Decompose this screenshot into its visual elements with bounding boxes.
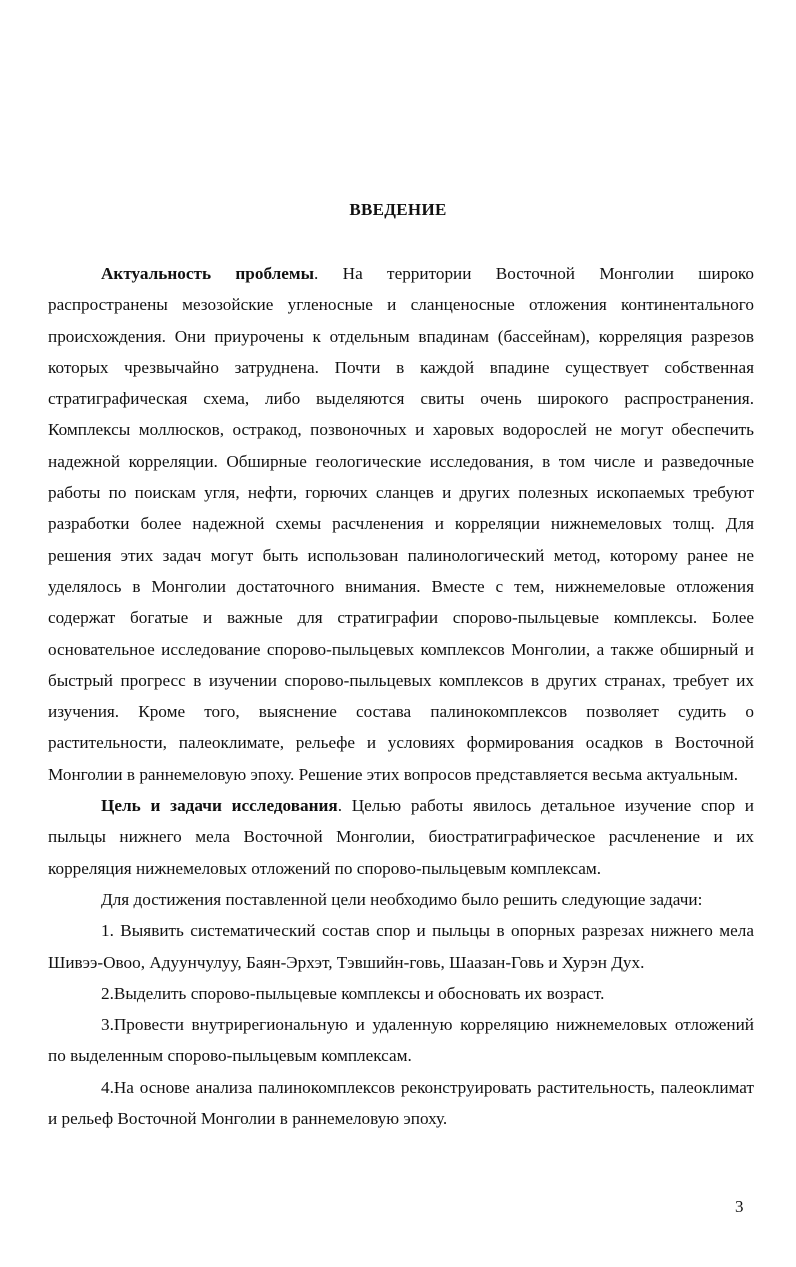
paragraph-tasks-intro bbox=[48, 884, 754, 915]
paragraph-text: 3.Провести внутрирегиональную и удаленную корреляцию нижнемеловых отложений по выделенным спорово-пыльцевым комплексам. bbox=[48, 1015, 754, 1066]
page-number: 3 bbox=[735, 1197, 744, 1216]
task-item-4 bbox=[48, 1072, 754, 1135]
paragraph-text: 4.На основе анализа палинокомплексов реконструировать растительность, палеоклимат и рельеф Восточной Монголии в раннемеловую эпоху. bbox=[48, 1077, 754, 1129]
paragraph-text: 2.Выделить спорово-пыльцевые комплексы и обосновать их возраст. bbox=[101, 983, 605, 1003]
task-item-3 bbox=[48, 1009, 754, 1072]
task-item-1 bbox=[48, 915, 754, 978]
page-title: ВВЕДЕНИЕ bbox=[349, 200, 447, 219]
paragraph-relevance bbox=[48, 258, 754, 790]
task-item-2 bbox=[48, 978, 754, 1009]
paragraph-goals bbox=[48, 790, 754, 884]
paragraph-text: Для достижения поставленной цели необходимо было решить следующие задачи: bbox=[101, 889, 703, 909]
paragraph-text: . Целью работы явилось детальное изучение спор и пыльцы нижнего мела Восточной Монголии, биостратиграфическое расчленение и их корреляция нижнемеловых отложений по спорово-пыльцевым комплексам. bbox=[48, 796, 755, 878]
paragraph-lead: Цель и задачи исследования bbox=[101, 796, 338, 816]
body-text bbox=[48, 258, 754, 1134]
paragraph-text: 1. Выявить систематический состав спор и пыльцы в опорных разрезах нижнего мела Шивээ-Овоо, Адуунчулуу, Баян-Эрхэт, Тэвшийн-говь, Шаазан-Говь и Хурэн Дух. bbox=[48, 921, 754, 972]
paragraph-text: . На территории Восточной Монголии широко распространены мезозойские угленосные и сланценосные отложения континентального происхождения. Они приурочены к отдельным впадинам (бассейнам), корреляция разрезов которых чрезвычайно затруднена. Почти в каждой впадине существует собственная стратиграфическая схема, либо выделяются свиты очень широкого распространения. Комплексы моллюсков, остракод, позвоночных и харовых водорослей не могут обеспечить надежной корреляции. Обширные геологические исследования, в том числе и разведочные работы по поискам угля, нефти, горючих сланцев и других полезных ископаемых требуют разработки более надежной схемы расчленения и корреляции нижнемеловых толщ. Для решения этих задач могут быть использован палинологический метод, которому ранее не уделялось в Монголии достаточного внимания. Вместе с тем, нижнемеловые отложения содержат богатые и важные для стратиграфии спорово-пыльцевые комплексы. Более основательное исследование спорово-пыльцевых комплексов Монголии, а также обширный и быстрый прогресс в изучении спорово-пыльцевых комплексов в других странах, требует их изучения. Кроме того, выяснение состава палинокомплексов позволяет судить о растительности, палеоклимате, рельефе и условиях формирования осадков в Восточной Монголии в раннемеловую эпоху. Решение этих вопросов представляется весьма актуальным. bbox=[48, 264, 754, 784]
paragraph-lead: Актуальность проблемы bbox=[101, 264, 315, 283]
